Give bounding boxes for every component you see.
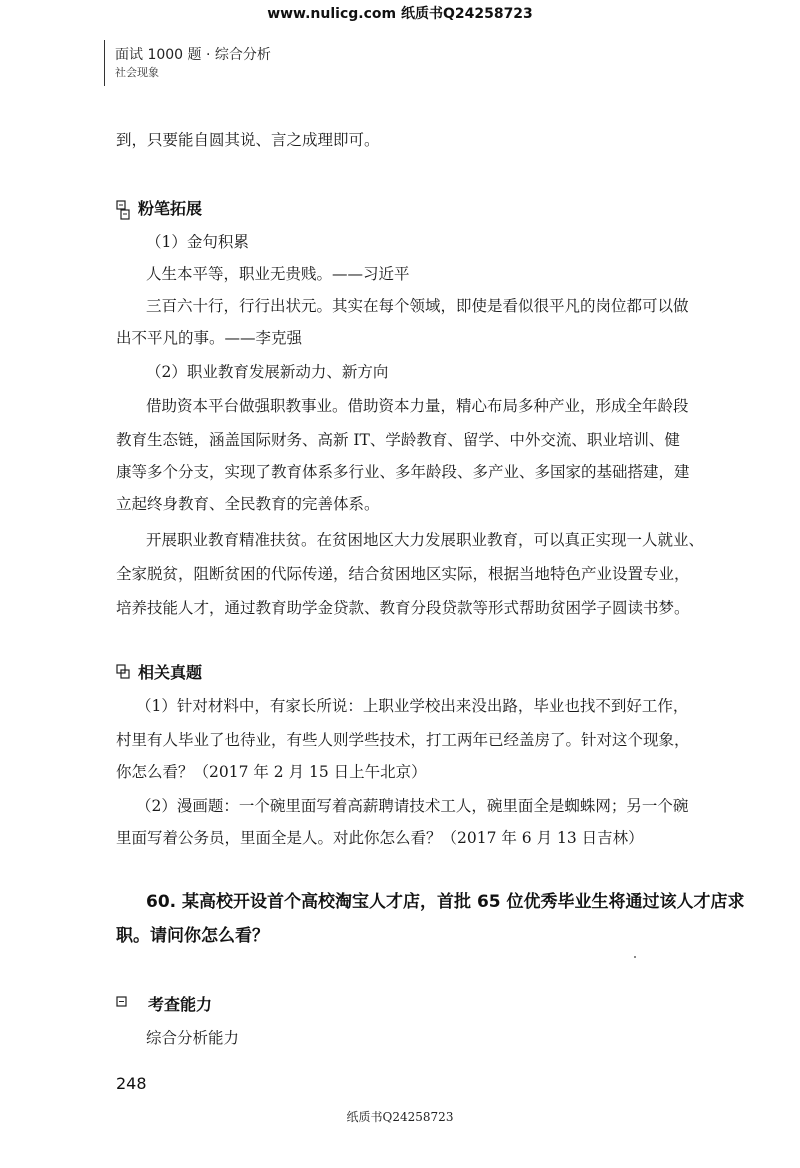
ability-value: 综合分析能力	[146, 1029, 240, 1047]
question-line-1: 60. 某高校开设首个高校淘宝人才店，首批 65 位优秀毕业生将通过该人才店求	[146, 892, 745, 912]
chapter-subtitle: 社会现象	[115, 66, 159, 79]
quote-2-line-1: 三百六十行，行行出状元。其实在每个领域，即使是看似很平凡的岗位都可以做	[146, 297, 689, 315]
para1-line-3: 康等多个分支，实现了教育体系多行业、多年龄段、多产业、多国家的基础搭建，建	[116, 463, 690, 481]
scan-speck	[634, 956, 636, 958]
ability-heading	[116, 992, 212, 1015]
extension-heading-text: 粉笔拓展	[138, 199, 203, 218]
extension-heading	[116, 196, 202, 219]
para1-line-4: 立起终身教育、全民教育的完善体系。	[116, 495, 380, 513]
bottom-watermark: 纸质书Q24258723	[346, 1110, 454, 1124]
q2-line-1: （2）漫画题：一个碗里面写着高薪聘请技术工人，碗里面全是蜘蛛网；另一个碗	[136, 797, 689, 815]
related-heading	[116, 660, 202, 683]
ability-heading-text: 考查能力	[148, 995, 213, 1014]
q1-line-2: 村里有人毕业了也待业，有些人则学些技术，打工两年已经盖房了。针对这个现象，	[116, 731, 690, 749]
q1-line-1: （1）针对材料中，有家长所说：上职业学校出来没出路，毕业也找不到好工作，	[136, 697, 689, 715]
para2-line-1: 开展职业教育精准扶贫。在贫困地区大力发展职业教育，可以真正实现一人就业、	[146, 531, 705, 549]
q2-line-2: 里面写着公务员，里面全是人。对此你怎么看？（2017 年 6 月 13 日吉林）	[116, 829, 644, 847]
notebook-icon	[116, 200, 130, 216]
intro-line: 到，只要能自圆其说、言之成理即可。	[116, 131, 380, 149]
para2-line-3: 培养技能人才，通过教育助学金贷款、教育分段贷款等形式帮助贫困学子圆读书梦。	[116, 599, 690, 617]
document-icon	[116, 664, 130, 680]
sub-heading-1: （1）金句积累	[146, 233, 249, 251]
sub-heading-2: （2）职业教育发展新动力、新方向	[146, 363, 389, 381]
checkbox-icon	[116, 996, 130, 1012]
top-watermark: www.nulicg.com 纸质书Q24258723	[267, 6, 533, 22]
quote-2-line-2: 出不平凡的事。——李克强	[116, 329, 303, 347]
para1-line-2: 教育生态链，涵盖国际财务、高新 IT、学龄教育、留学、中外交流、职业培训、健	[116, 431, 680, 449]
running-header	[104, 40, 271, 86]
question-line-2: 职。请问你怎么看？	[116, 926, 269, 946]
page-number: 248	[116, 1074, 147, 1093]
para2-line-2: 全家脱贫，阻断贫困的代际传递，结合贫困地区实际，根据当地特色产业设置专业，	[116, 565, 690, 583]
related-heading-text: 相关真题	[138, 663, 203, 682]
para1-line-1: 借助资本平台做强职教事业。借助资本力量，精心布局多种产业，形成全年龄段	[146, 397, 689, 415]
q1-line-3: 你怎么看？（2017 年 2 月 15 日上午北京）	[116, 763, 427, 781]
quote-1: 人生本平等，职业无贵贱。——习近平	[146, 265, 410, 283]
book-title: 面试 1000 题 · 综合分析	[115, 47, 271, 63]
question-60	[116, 885, 746, 953]
